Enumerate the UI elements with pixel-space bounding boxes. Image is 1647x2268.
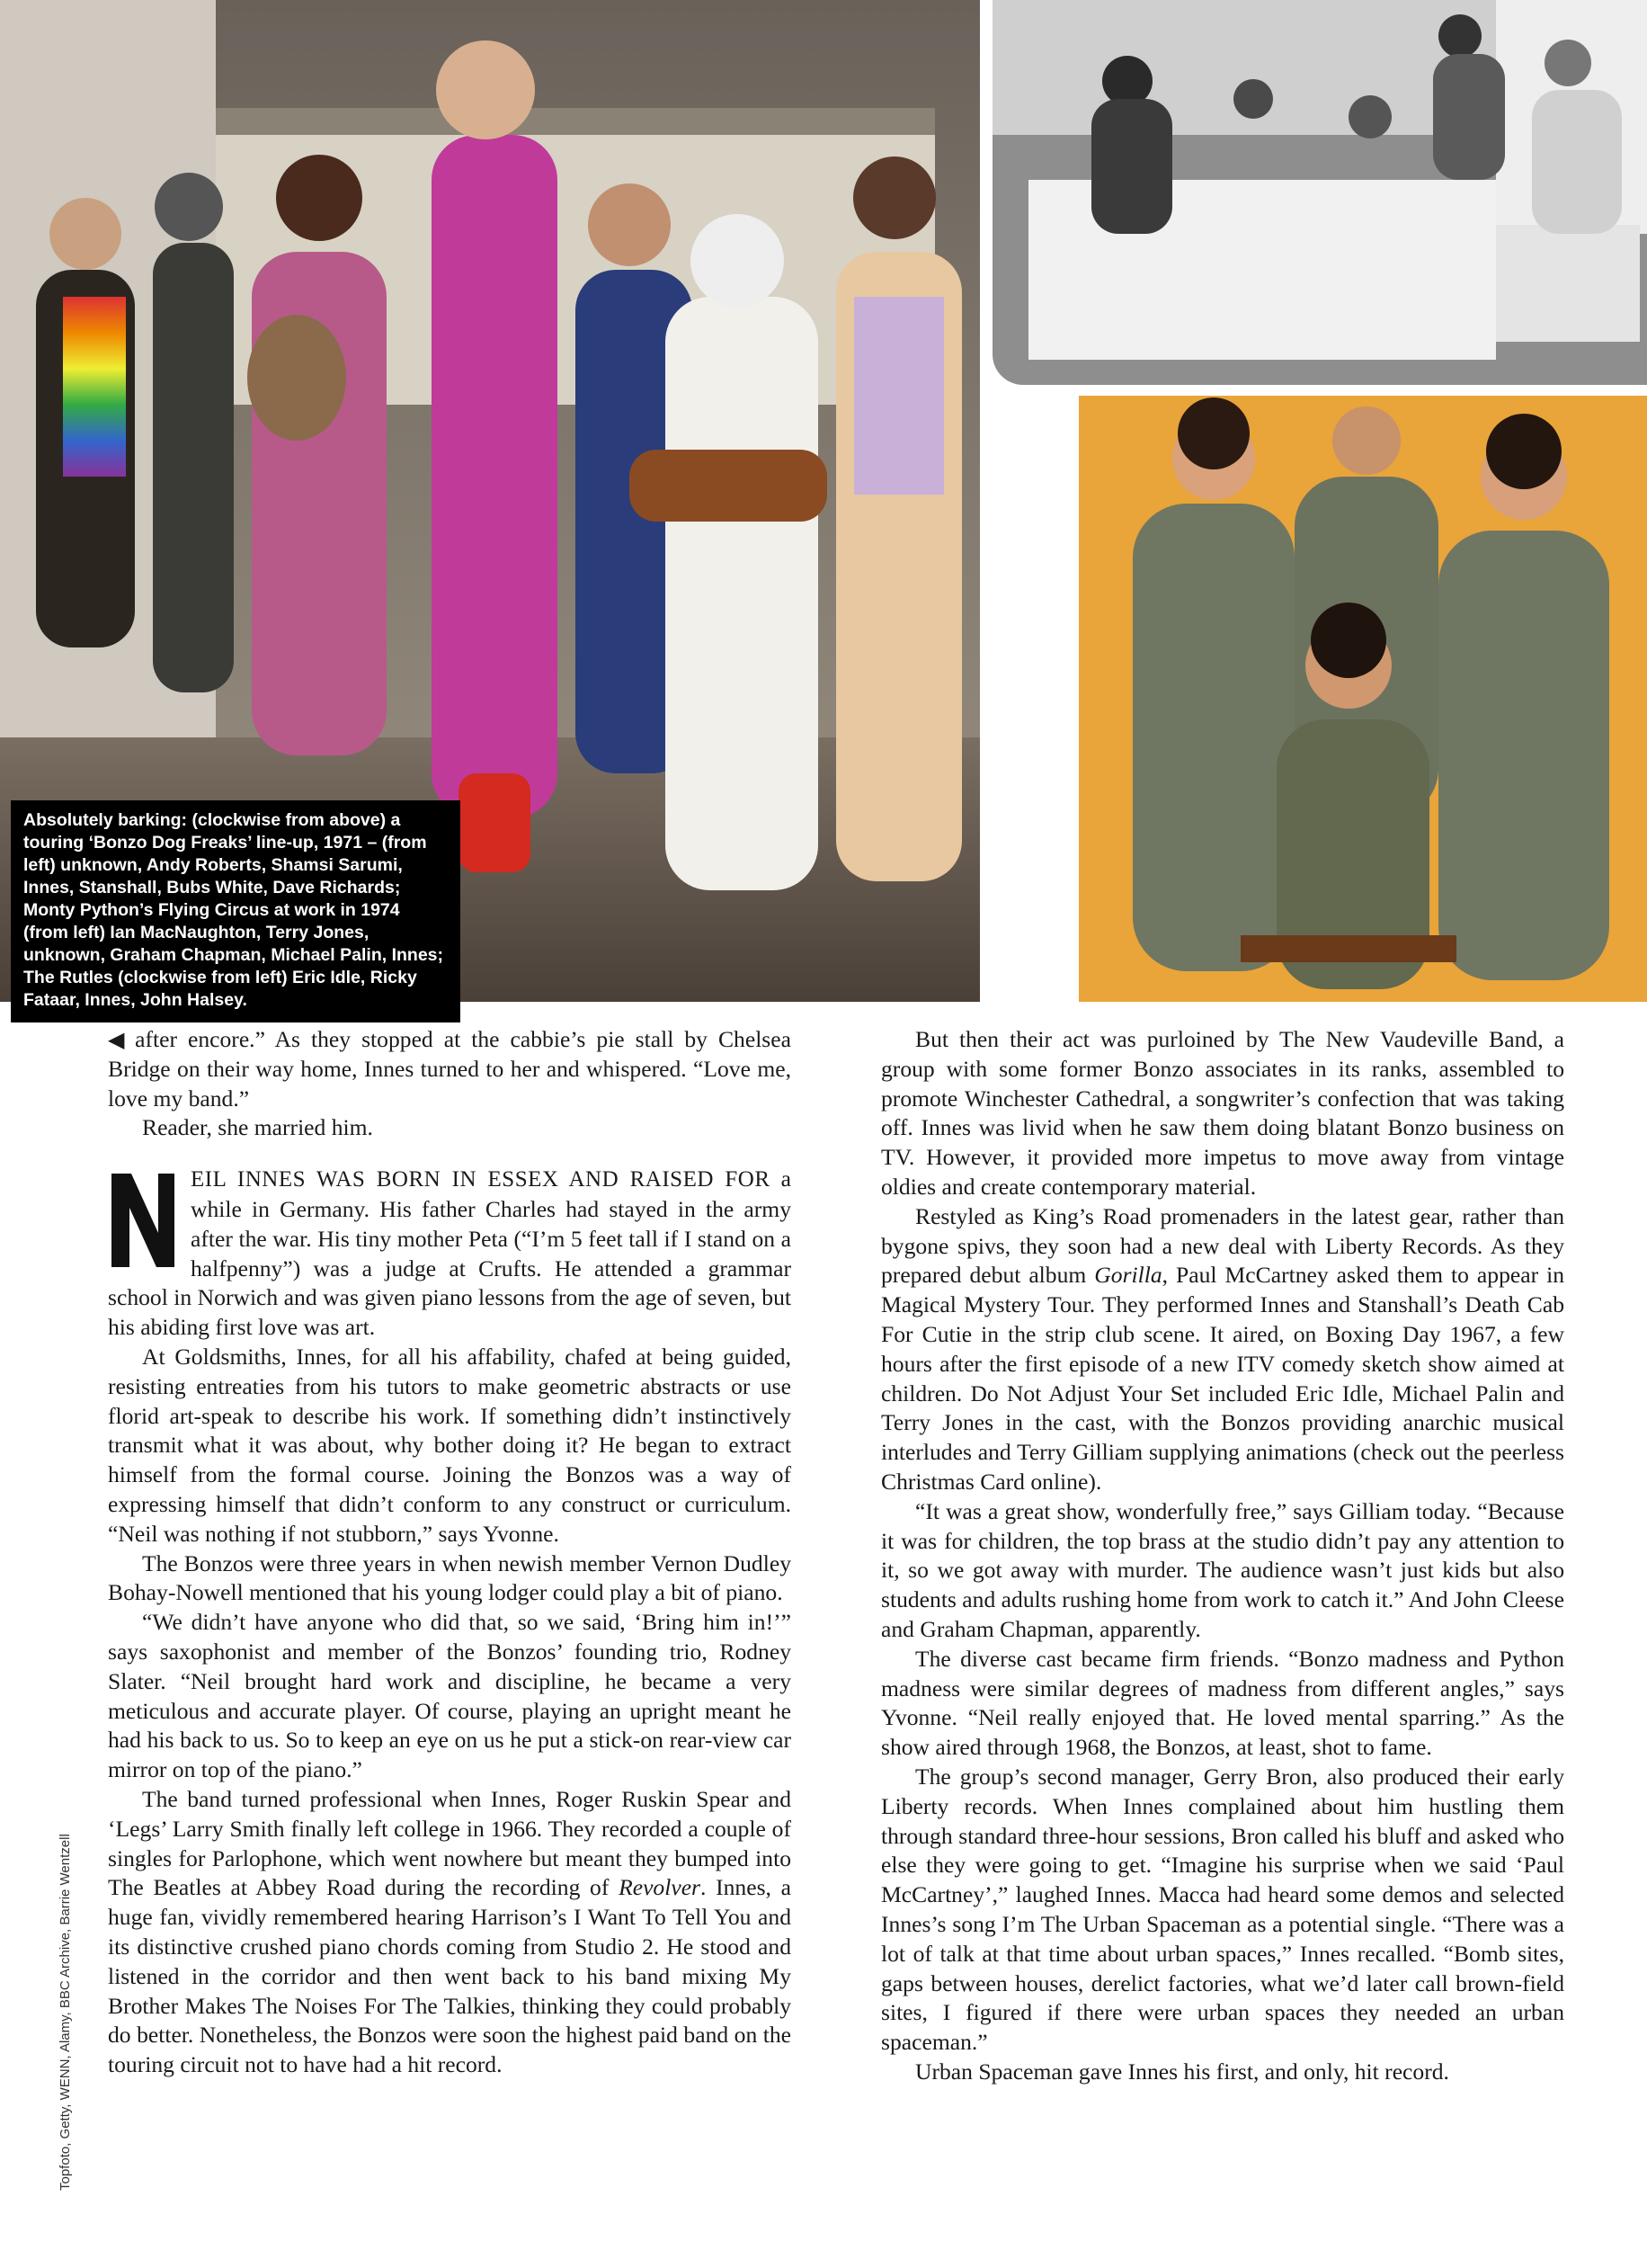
photo-caption: Absolutely barking: (clockwise from above) a touring ‘Bonzo Dog Freaks’ line-up, 1971 – (from left) unknown, Andy Roberts, Shamsi Sarumi, Innes, Stanshall, Bubs White, Dave Richards; Monty Python’s Flying Circus at work in 1974 (from left) Ian MacNaughton, Terry Jones, unknown, Graham Chapman, Michael Palin, Innes; The Rutles (clockwise from left) Eric Idle, Ricky Fataar, Innes, John Halsey. [11, 800, 460, 1022]
paragraph: The band turned professional when Innes, Roger Ruskin Spear and ‘Legs’ Larry Smith finally left college in 1966. They recorded a couple of singles for Parlophone, which went nowhere but meant they bumped into The Beatles at Abbey Road during the recording of Revolver. Innes, a huge fan, vividly remembered hearing Harrison’s I Want To Tell You and its distinctive crushed piano chords coming from Studio 2. He stood and listened in the corridor and then went back to his band mixing My Brother Makes The Noises For The Talkies, thinking they could probably do better. Nonetheless, the Bonzos were soon the highest paid band on the touring circuit not to have had a hit record. [108, 1785, 791, 2078]
office-photo [993, 0, 1647, 385]
paragraph: Reader, she married him. [142, 1114, 373, 1141]
paragraph: ◀ after encore.” As they stopped at the cabbie’s pie stall by Chelsea Bridge on their way home, Innes turned to her and whispered. “Love me, love my band.” [108, 1026, 791, 1112]
photo-credit: Topfoto, Getty, WENN, Alamy, BBC Archive, Barrie Wentzell [58, 1834, 73, 2191]
paragraph: Urban Spaceman gave Innes his first, and only, hit record. [915, 2058, 1449, 2085]
article-column-left [108, 1025, 791, 2080]
dropcap-n [108, 1170, 178, 1271]
paragraph: The group’s second manager, Gerry Bron, also produced their early Liberty records. When Innes complained about him hustling them through standard three-hour sessions, Bron called his bluff and asked who else they were going to get. “Imagine his surprise when we said ‘Paul McCartney’,” laughed Innes. Macca had heard some demos and selected Innes’s song I’m The Urban Spaceman as a potential single. “There was a lot of talk at that time about urban spaces,” Innes recalled. “Bomb sites, gaps between houses, derelict factories, what we’d later call brown-field sites, I figured if there were urban spaces they needed an urban spaceman.” [881, 1763, 1564, 2056]
rutles-photo [1079, 396, 1647, 1002]
paragraph: Restyled as King’s Road promenaders in the latest gear, rather than bygone spivs, they soon had a new deal with Liberty Records. As they prepared debut album Gorilla, Paul McCartney asked them to appear in Magical Mystery Tour. They performed Innes and Stanshall’s Death Cab For Cutie in the strip club scene. It aired, on Boxing Day 1967, a few hours after the first episode of a new ITV comedy sketch show aimed at children. Do Not Adjust Your Set included Eric Idle, Michael Palin and Terry Jones in the cast, with the Bonzos providing anarchic musical interludes and Terry Gilliam supplying animations (check out the peerless Christmas Card online). [881, 1202, 1564, 1495]
article-column-right [881, 1025, 1564, 2087]
paragraph: “We didn’t have anyone who did that, so we said, ‘Bring him in!’” says saxophonist and member of the Bonzos’ founding trio, Rodney Slater. “Neil brought hard work and discipline, he became a very meticulous and accurate player. Of course, playing an upright meant he had his back to us. So to keep an eye on us he put a stick-on rear-view car mirror on top of the piano.” [108, 1609, 791, 1783]
paragraph: “It was a great show, wonderfully free,” says Gilliam today. “Because it was for children, the top brass at the studio didn’t pay any attention to it, so we got away with murder. The audience wasn’t just kids but also students and adults rushing home from work to catch it.” And John Cleese and Graham Chapman, apparently. [881, 1497, 1564, 1642]
paragraph: But then their act was purloined by The New Vaudeville Band, a group with some former Bonzo associates in its ranks, assembled to promote Winchester Cathedral, a songwriter’s confection that was taking off. Innes was livid when he saw them doing blatant Bonzo business on TV. However, it provided more impetus to move away from vintage oldies and create contemporary material. [881, 1026, 1564, 1200]
album-title: Revolver [619, 1874, 701, 1901]
paragraph: The diverse cast became firm friends. “Bonzo madness and Python madness were similar degrees of madness from different angles,” says Yvonne. “Neil really enjoyed that. He loved mental sparring.” As the show aired through 1968, the Bonzos, at least, shot to fame. [881, 1645, 1564, 1761]
paragraph: The Bonzos were three years in when newish member Vernon Dudley Bohay-Nowell mentioned that his young lodger could play a bit of piano. [108, 1549, 791, 1606]
continuation-arrow-icon: ◀ [108, 1027, 130, 1052]
paragraph-dropcap: EIL INNES WAS BORN IN ESSEX AND RAISED FOR a while in Germany. His father Charles had stayed in the army after the war. His tiny mother Peta (“I’m 5 feet tall if I stand on a halfpenny”) was a judge at Crufts. He attended a grammar school in Norwich and was given piano lessons from the age of seven, but his abiding first love was art. [108, 1165, 791, 1341]
album-title: Gorilla [1094, 1262, 1162, 1289]
paragraph: At Goldsmiths, Innes, for all his affability, chafed at being guided, resisting entreaties from his tutors to make geometric abstracts or use florid art-speak to describe his work. If something didn’t instinctively transmit what it was about, why bother doing it? He began to extract himself from the formal course. Joining the Bonzos was a way of expressing himself that didn’t conform to any construct or curriculum. “Neil was nothing if not stubborn,” says Yvonne. [108, 1343, 791, 1547]
